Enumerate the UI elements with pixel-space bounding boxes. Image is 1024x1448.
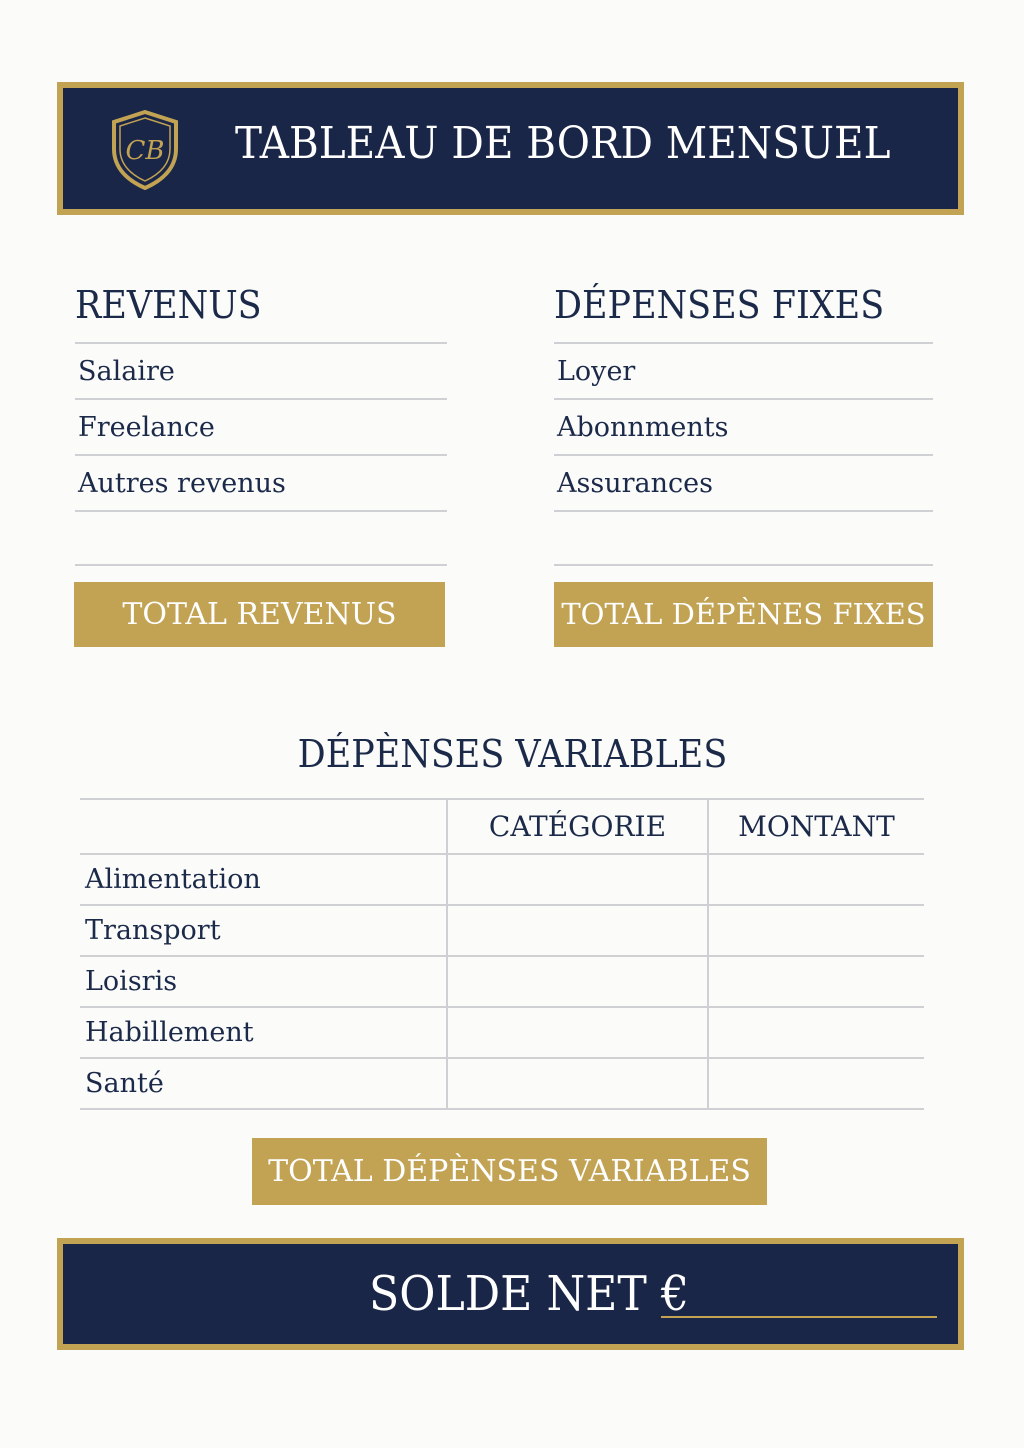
montant-cell [708, 956, 924, 1007]
crest-logo-icon [109, 109, 181, 191]
table-row [80, 854, 924, 905]
page-title: TABLEAU DE BORD MENSUEL [235, 118, 891, 169]
depenses-fixes-section [554, 282, 933, 566]
categorie-cell [447, 854, 708, 905]
row-label: Habillement [80, 1007, 447, 1058]
revenus-section [75, 282, 447, 566]
categorie-cell [447, 1058, 708, 1109]
header-banner-inner [63, 88, 958, 209]
depenses-fixes-item: Assurances [554, 456, 933, 512]
depenses-variables-title-text: DÉPÈNSES VARIABLES [297, 732, 727, 776]
categorie-cell [447, 905, 708, 956]
depenses-fixes-title: DÉPENSES FIXES [554, 283, 885, 327]
montant-cell [708, 1058, 924, 1109]
revenus-item: Freelance [75, 400, 447, 456]
table-row [80, 1007, 924, 1058]
montant-cell [708, 1007, 924, 1058]
row-label: Loisris [80, 956, 447, 1007]
table-row [80, 905, 924, 956]
solde-banner [57, 1238, 964, 1350]
montant-cell [708, 905, 924, 956]
revenus-item: Autres revenus [75, 456, 447, 512]
row-label: Santé [80, 1058, 447, 1109]
table-header-row [80, 799, 924, 854]
revenus-item: Salaire [75, 344, 447, 400]
depenses-variables-title [0, 732, 1024, 776]
total-revenus-label: TOTAL REVENUS [74, 582, 445, 647]
table-row [80, 1058, 924, 1109]
row-label: Transport [80, 905, 447, 956]
categorie-cell [447, 1007, 708, 1058]
row-label: Alimentation [80, 854, 447, 905]
depenses-variables-table [80, 798, 924, 1110]
depenses-fixes-item: Abonnments [554, 400, 933, 456]
revenus-title: REVENUS [75, 283, 262, 327]
total-depenses-fixes-label: TOTAL DÉPÈNES FIXES [554, 582, 933, 647]
header-banner [57, 82, 964, 215]
total-depenses-variables-label: TOTAL DÉPÈNSES VARIABLES [252, 1138, 767, 1205]
depenses-fixes-item: Loyer [554, 344, 933, 400]
column-header [80, 799, 447, 854]
solde-banner-inner [63, 1244, 958, 1344]
solde-blank-line [661, 1316, 937, 1318]
column-header-categorie: CATÉGORIE [447, 799, 708, 854]
svg-text:CB: CB [125, 136, 165, 166]
depenses-fixes-blank-line [554, 512, 933, 566]
montant-cell [708, 854, 924, 905]
categorie-cell [447, 956, 708, 1007]
table-row [80, 956, 924, 1007]
revenus-blank-line [75, 512, 447, 566]
solde-net-label: SOLDE NET € [369, 1266, 689, 1322]
column-header-montant: MONTANT [708, 799, 924, 854]
